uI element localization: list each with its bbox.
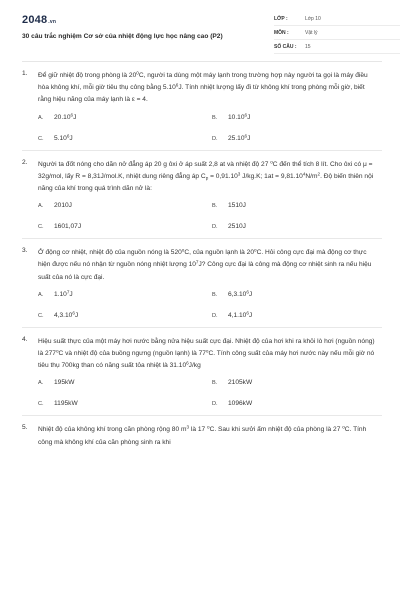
answer-letter: C. <box>38 312 44 319</box>
question-item <box>22 416 382 454</box>
question-number: 5. <box>22 424 28 432</box>
answer-text: 1195kW <box>54 400 78 408</box>
meta-row-subject <box>274 26 400 40</box>
answer-option[interactable] <box>212 400 382 409</box>
answer-letter: B. <box>212 114 218 121</box>
answer-text: 1510J <box>228 202 246 210</box>
answer-option[interactable] <box>38 114 212 123</box>
question-number: 1. <box>22 70 28 77</box>
meta-label: LỚP : <box>274 15 288 22</box>
answer-option[interactable] <box>38 379 212 388</box>
answer-text: 4,3.10$^6$J <box>54 310 79 319</box>
answer-option[interactable] <box>38 312 212 321</box>
answer-option[interactable] <box>38 223 212 232</box>
answer-letter: D. <box>212 224 218 231</box>
answer-letter: C. <box>38 135 44 142</box>
question-item <box>22 62 382 151</box>
answer-option[interactable] <box>212 114 382 123</box>
answer-text: 10.10$^6$J <box>228 112 251 121</box>
question-text: Hiệu suất thực của một máy hơi nước bằng nửa hiệu suất cực đại. Nhiệt độ của hơi khi ra khỏi lò hơi (nguồn nóng) là 277$^o$C và nhiệt độ của buồng ngưng (nguồn lạnh) là 77$^o$C. Tính công suất của máy hơi nước này nếu mỗi giờ nó tiêu thụ 700kg than có năng suất tỏa nhiệt là 31.10$^6$J/kg <box>38 337 375 370</box>
answer-letter: D. <box>212 401 218 408</box>
answer-letter: A. <box>38 380 44 387</box>
meta-table <box>274 12 400 54</box>
answer-options <box>38 291 382 321</box>
question-item <box>22 151 382 240</box>
answer-text: 20.10$^6$J <box>54 112 77 121</box>
answer-option[interactable] <box>212 291 382 300</box>
answer-letter: A. <box>38 291 44 298</box>
question-text: Người ta đốt nóng cho dãn nở đẳng áp 20 g ôxi ở áp suất 2,8 at và nhiệt độ 27 $^o$C đến thể tích 8 lít. Cho ôxi có μ = 32g/mol, lấy R = 8,31J/mol.K, nhiệt dung riêng đẳng áp $C_p = 0,91.10^3$ J/kg.K; $1at = 9,81.10^4N/m^2$. Độ biến thiên nội năng của khí trong quá trình dãn nở là: <box>38 159 374 193</box>
answer-text: 25.10$^6$J <box>228 133 251 142</box>
meta-label: MÔN : <box>274 29 289 36</box>
answer-letter: D. <box>212 135 218 142</box>
answer-letter: A. <box>38 114 44 121</box>
page-title: 30 câu trắc nghiệm Cơ sở của nhiệt động lực học nâng cao (P2) <box>22 33 223 40</box>
answer-text: 2010J <box>54 202 72 210</box>
answer-letter: A. <box>38 203 44 210</box>
question-number: 2. <box>22 158 28 166</box>
page-header <box>22 0 382 62</box>
answer-letter: B. <box>212 291 218 298</box>
logo-suffix: .vn <box>48 19 57 25</box>
answer-text: 6,3.10$^6$J <box>228 289 253 298</box>
answer-text: 5.10$^6$J <box>54 133 73 142</box>
question-list <box>22 62 382 455</box>
question-item <box>22 239 382 328</box>
answer-option[interactable] <box>212 135 382 144</box>
answer-option[interactable] <box>212 202 382 211</box>
answer-text: 1096kW <box>228 400 253 408</box>
question-text: Để giữ nhiệt độ trong phòng là $20^0C$, người ta dùng một máy lạnh trong trường hợp này người ta gọi là máy điều hòa không khí, mỗi giờ tiêu thụ công bằng 5.10$^6$J. Tính nhiệt lượng lấy đi từ không khí trong phòng mỗi giờ, biết rằng hiệu năng của máy lạnh là ε = 4. <box>38 70 368 104</box>
answer-option[interactable] <box>38 135 212 144</box>
meta-value: Vật lý <box>305 29 318 36</box>
answer-text: 1601,07J <box>54 223 82 231</box>
answer-letter: B. <box>212 203 218 210</box>
answer-option[interactable] <box>38 202 212 211</box>
meta-value: Lớp 10 <box>305 15 321 22</box>
answer-options <box>38 202 382 232</box>
question-number: 4. <box>22 335 28 343</box>
question-text: Ở động cơ nhiệt, nhiệt độ của nguồn nóng là 520$^o$C, của nguồn lạnh là 20$^o$C. Hỏi công cực đại mà động cơ thực hiện được nếu nó nhận từ nguồn nóng nhiệt lượng $10^7J$? Công cực đại là công mà động cơ nhiệt sinh ra nếu hiệu suất của nó là cực đại. <box>38 247 372 281</box>
question-text: Nhiệt độ của không khí trong căn phòng rộng 80 $m^3$ là 17 $^o$C. Sau khi sưởi ấm nhiệt độ của phòng là 27 $^o$C. Tính công mà không khí của căn phòng sinh ra khi <box>38 425 367 446</box>
answer-option[interactable] <box>38 291 212 300</box>
question-number: 3. <box>22 247 28 255</box>
answer-letter: D. <box>212 312 218 319</box>
answer-text: 195kW <box>54 379 75 387</box>
answer-options <box>38 114 382 144</box>
answer-letter: C. <box>38 401 44 408</box>
answer-text: 1.10$^7$J <box>54 289 73 298</box>
answer-option[interactable] <box>212 312 382 321</box>
logo-text: 2048 <box>22 14 48 26</box>
meta-row-class <box>274 12 400 26</box>
meta-label: SỐ CÂU : <box>274 43 297 50</box>
answer-text: 4,1.10$^6$J <box>228 310 253 319</box>
question-item <box>22 328 382 417</box>
answer-letter: C. <box>38 224 44 231</box>
answer-text: 2510J <box>228 223 246 231</box>
meta-row-count <box>274 40 400 54</box>
answer-letter: B. <box>212 380 218 387</box>
answer-option[interactable] <box>212 223 382 232</box>
answer-option[interactable] <box>212 379 382 388</box>
answer-text: 2105kW <box>228 379 253 387</box>
meta-value: 15 <box>305 43 311 50</box>
site-logo[interactable] <box>22 14 56 26</box>
answer-options <box>38 379 382 409</box>
answer-option[interactable] <box>38 400 212 409</box>
